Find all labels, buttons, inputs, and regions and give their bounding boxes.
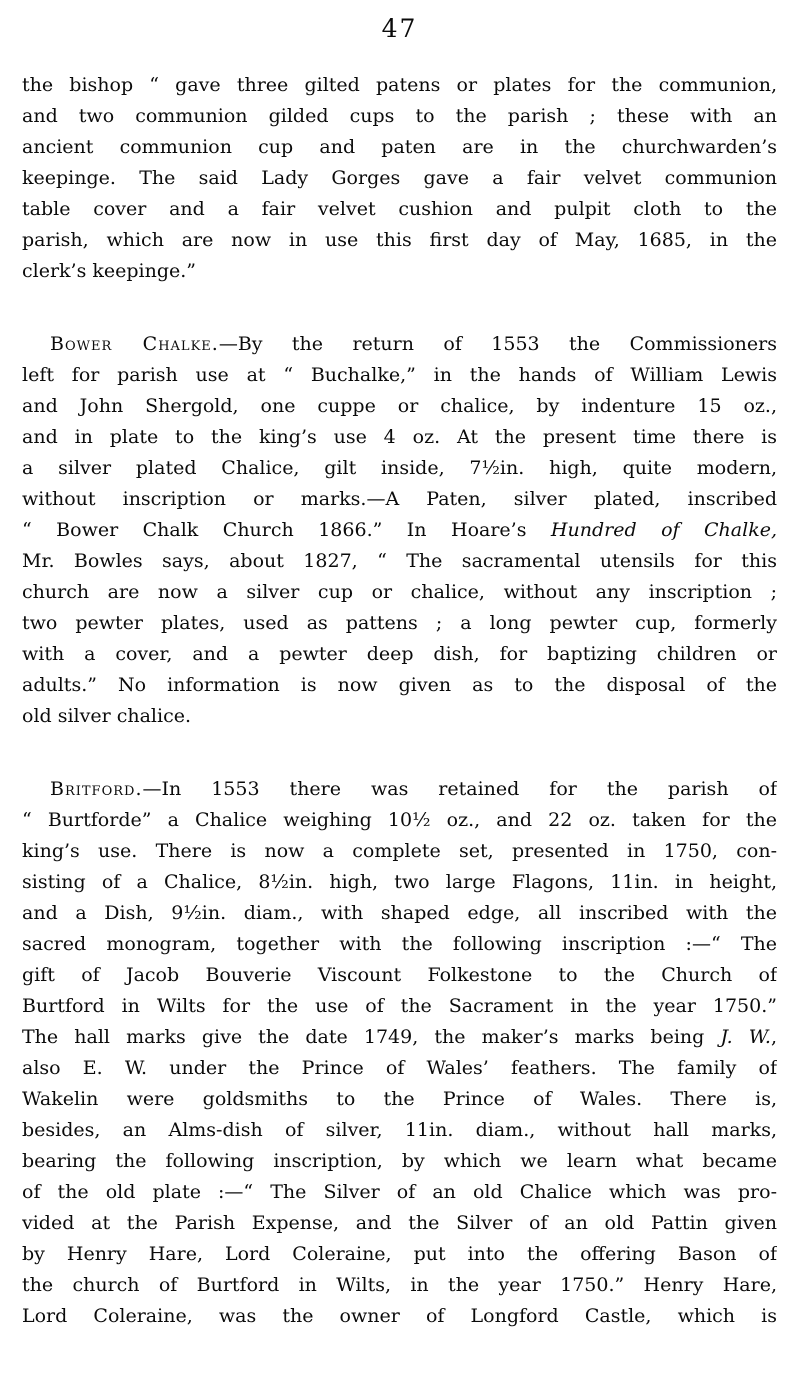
text-run: clerk’s keepinge.” — [22, 260, 197, 282]
text-line — [22, 1270, 777, 1301]
text-line — [22, 1053, 777, 1084]
text-line — [22, 608, 777, 639]
italic-text: Hundred of Chalke, — [550, 519, 777, 541]
text-line — [22, 70, 777, 101]
text-run: and in plate to the king’s use 4 oz. At the present time there is — [22, 426, 777, 448]
italic-text: J. W. — [720, 1026, 771, 1048]
text-run: bearing the following inscription, by which we learn what became — [22, 1150, 777, 1172]
text-run: a silver plated Chalice, gilt inside, 7½in. high, quite modern, — [22, 457, 777, 479]
text-run: by Henry Hare, Lord Coleraine, put into the offering Bason of — [22, 1243, 777, 1265]
text-line — [22, 391, 777, 422]
text-run: the church of Burtford in Wilts, in the year 1750.” Henry Hare, — [22, 1274, 777, 1296]
bower-chalke-section — [22, 329, 777, 732]
continuation-paragraph — [22, 70, 777, 287]
text-run: “ Burtforde” a Chalice weighing 10½ oz., and 22 oz. taken for the — [22, 809, 777, 831]
text-run: and John Shergold, one cuppe or chalice, by indenture 15 oz., — [22, 395, 777, 417]
text-run: gift of Jacob Bouverie Viscount Folkestone to the Church of — [22, 964, 777, 986]
text-line — [22, 960, 777, 991]
text-line — [22, 132, 777, 163]
text-line — [22, 836, 777, 867]
text-line — [22, 453, 777, 484]
text-line — [22, 360, 777, 391]
text-run: sisting of a Chalice, 8½in. high, two large Flagons, 11in. in height, — [22, 871, 777, 893]
text-line — [22, 101, 777, 132]
text-run: church are now a silver cup or chalice, without any inscription ; — [22, 581, 777, 603]
text-run: king’s use. There is now a complete set, presented in 1750, con- — [22, 840, 777, 862]
text-line — [22, 1208, 777, 1239]
text-line — [22, 898, 777, 929]
text-line — [22, 484, 777, 515]
text-run: and a Dish, 9½in. diam., with shaped edge, all inscribed with the — [22, 902, 777, 924]
text-line — [22, 577, 777, 608]
text-line — [22, 194, 777, 225]
text-line — [22, 929, 777, 960]
text-run: old silver chalice. — [22, 705, 192, 727]
page-number: 47 — [381, 14, 418, 43]
britford-section — [22, 774, 777, 1332]
text-line — [22, 515, 777, 546]
text-line — [22, 991, 777, 1022]
text-run: keepinge. The said Lady Gorges gave a fair velvet communion — [22, 167, 777, 189]
text-line — [22, 163, 777, 194]
text-line — [22, 225, 777, 256]
text-line — [22, 774, 777, 805]
text-run: ancient communion cup and paten are in the churchwarden’s — [22, 136, 777, 158]
text-run: —In 1553 there was retained for the parish of — [142, 778, 777, 800]
text-line — [22, 1177, 777, 1208]
text-run: parish, which are now in use this first day of May, 1685, in the — [22, 229, 777, 251]
text-run: The hall marks give the date 1749, the maker’s marks being — [22, 1026, 721, 1048]
text-run: Lord Coleraine, was the owner of Longford Castle, which is — [22, 1305, 777, 1327]
text-run: “ Bower Chalk Church 1866.” In Hoare’s — [22, 519, 551, 541]
text-run: also E. W. under the Prince of Wales’ feathers. The family of — [22, 1057, 777, 1079]
text-run: Mr. Bowles says, about 1827, “ The sacramental utensils for this — [22, 550, 777, 572]
text-run: sacred monogram, together with the following inscription :—“ The — [22, 933, 777, 955]
text-line — [22, 1022, 777, 1053]
text-line — [22, 805, 777, 836]
text-line — [22, 422, 777, 453]
text-run: besides, an Alms-dish of silver, 11in. diam., without hall marks, — [22, 1119, 777, 1141]
section-heading: Britford. — [50, 778, 143, 800]
text-run: and two communion gilded cups to the parish ; these with an — [22, 105, 777, 127]
text-line — [22, 1239, 777, 1270]
text-run: , — [770, 1026, 777, 1048]
text-run: the bishop “ gave three gilted patens or plates for the communion, — [22, 74, 777, 96]
text-run: two pewter plates, used as pattens ; a long pewter cup, formerly — [22, 612, 777, 634]
text-run: without inscription or marks.—A Paten, silver plated, inscribed — [22, 488, 777, 510]
text-line — [22, 329, 777, 360]
text-line — [22, 256, 777, 287]
text-run: —By the return of 1553 the Commissioners — [218, 333, 777, 355]
section-heading: Bower Chalke. — [50, 333, 219, 355]
text-run: left for parish use at “ Buchalke,” in the hands of William Lewis — [22, 364, 777, 386]
text-line — [22, 867, 777, 898]
text-run: of the old plate :—“ The Silver of an old Chalice which was pro- — [22, 1181, 777, 1203]
text-run: Wakelin were goldsmiths to the Prince of Wales. There is, — [22, 1088, 777, 1110]
text-line — [22, 701, 777, 732]
text-run: vided at the Parish Expense, and the Silver of an old Pattin given — [22, 1212, 777, 1234]
text-run: table cover and a fair velvet cushion and pulpit cloth to the — [22, 198, 777, 220]
text-line — [22, 639, 777, 670]
text-line — [22, 1084, 777, 1115]
text-line — [22, 1301, 777, 1332]
text-run: Burtford in Wilts for the use of the Sacrament in the year 1750.” — [22, 995, 777, 1017]
text-line — [22, 546, 777, 577]
text-run: with a cover, and a pewter deep dish, for baptizing children or — [22, 643, 777, 665]
page-body — [22, 70, 777, 1332]
text-run: adults.” No information is now given as to the disposal of the — [22, 674, 777, 696]
text-line — [22, 1115, 777, 1146]
text-line — [22, 1146, 777, 1177]
text-line — [22, 670, 777, 701]
